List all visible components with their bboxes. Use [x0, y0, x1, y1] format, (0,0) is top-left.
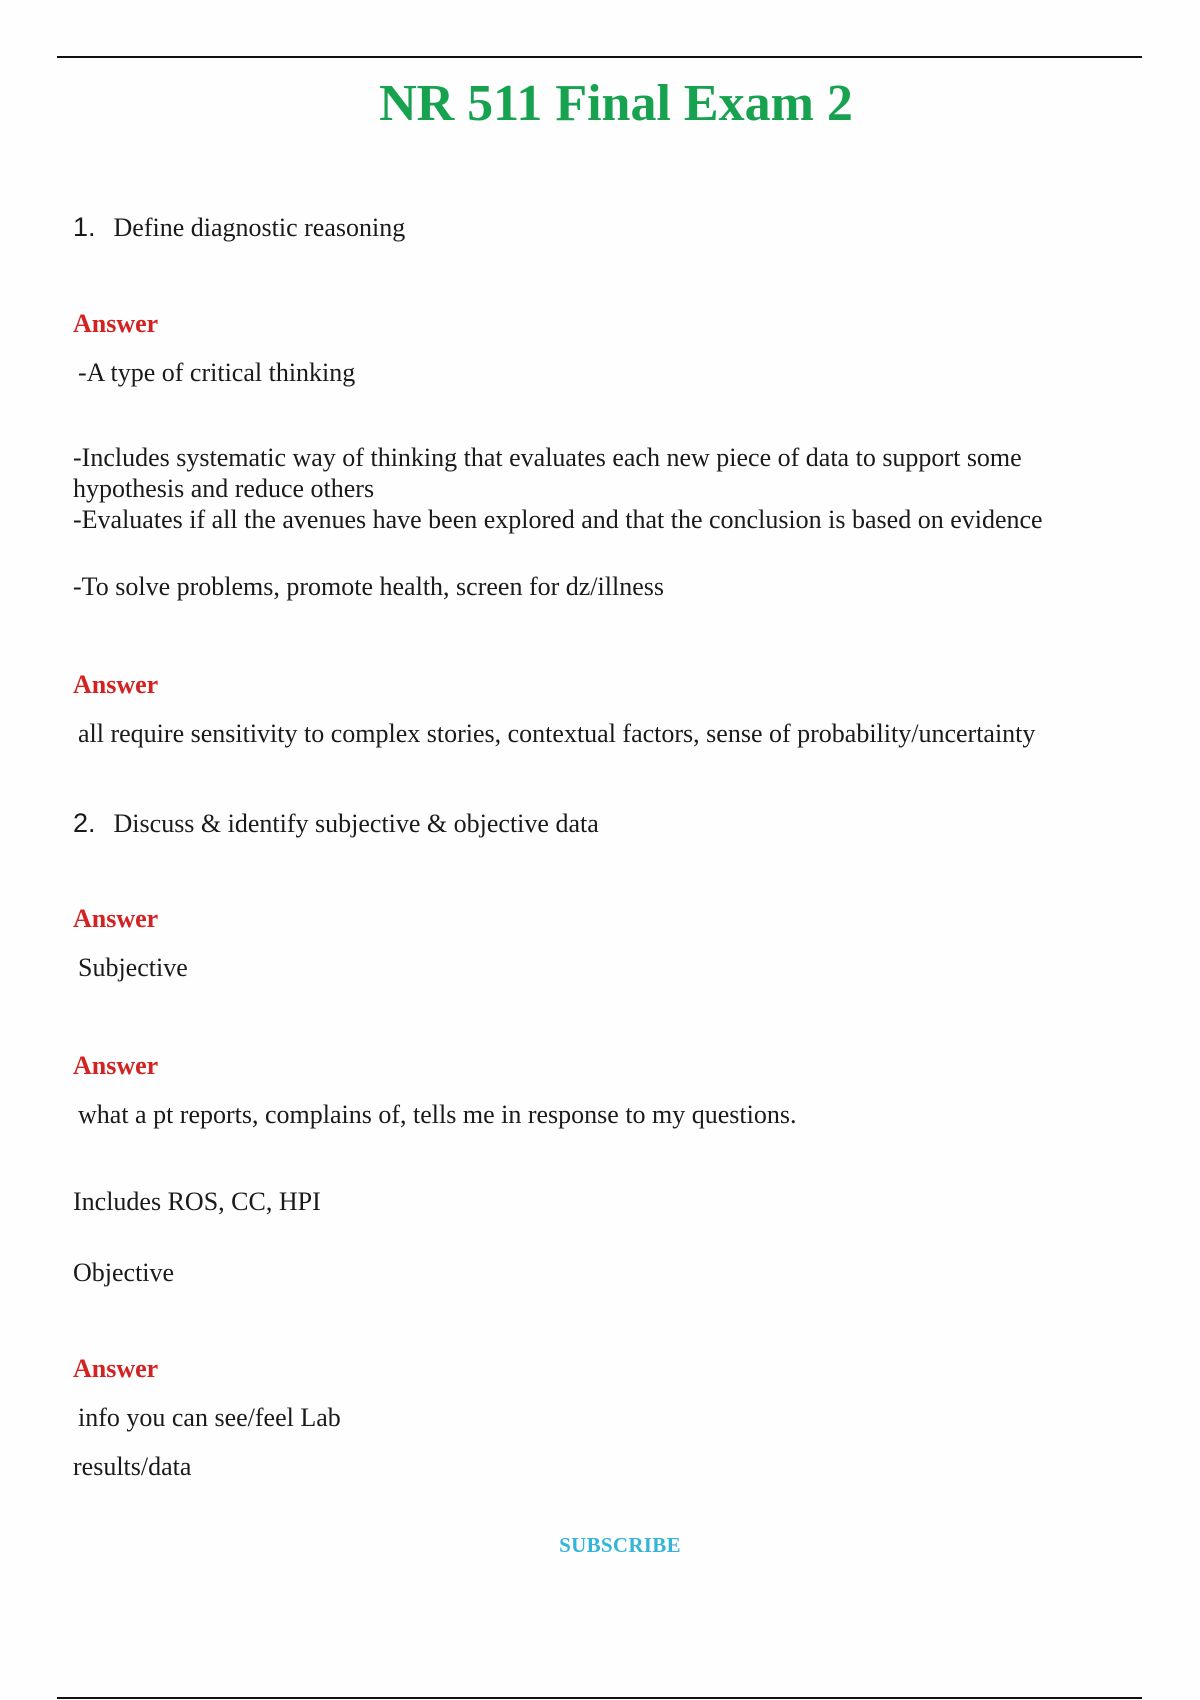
question-text: Discuss & identify subjective & objective data	[113, 809, 599, 838]
paragraph: -To solve problems, promote health, screen for dz/illness	[73, 572, 664, 601]
answer-text: Subjective	[78, 953, 188, 982]
answer-label: Answer	[73, 904, 159, 933]
question-2	[73, 808, 599, 839]
question-number: 2.	[73, 808, 96, 838]
answer-label: Answer	[73, 1051, 159, 1080]
subscribe-link[interactable]: SUBSCRIBE	[559, 1533, 681, 1557]
answer-label: Answer	[73, 670, 159, 699]
paragraph: Objective	[73, 1258, 175, 1287]
question-1	[73, 212, 405, 243]
paragraph	[73, 442, 1043, 535]
top-rule	[57, 56, 1142, 58]
question-text: Define diagnostic reasoning	[113, 213, 406, 242]
answer-text: results/data	[73, 1452, 192, 1481]
paragraph-line: hypothesis and reduce others	[73, 474, 375, 503]
answer-text: all require sensitivity to complex stories, contextual factors, sense of probability/uncertainty	[78, 719, 1036, 748]
question-number: 1.	[73, 212, 96, 242]
bottom-rule	[57, 1697, 1142, 1699]
paragraph: Includes ROS, CC, HPI	[73, 1187, 321, 1216]
answer-label: Answer	[73, 309, 159, 338]
answer-label: Answer	[73, 1354, 159, 1383]
answer-text: info you can see/feel Lab	[78, 1403, 341, 1432]
paragraph-line: -Evaluates if all the avenues have been explored and that the conclusion is based on evidence	[73, 505, 1043, 534]
answer-text: what a pt reports, complains of, tells me in response to my questions.	[78, 1100, 797, 1129]
paragraph-line: -Includes systematic way of thinking that evaluates each new piece of data to support some	[73, 443, 1022, 472]
answer-text: -A type of critical thinking	[78, 358, 356, 387]
document-title: NR 511 Final Exam 2	[379, 75, 853, 132]
